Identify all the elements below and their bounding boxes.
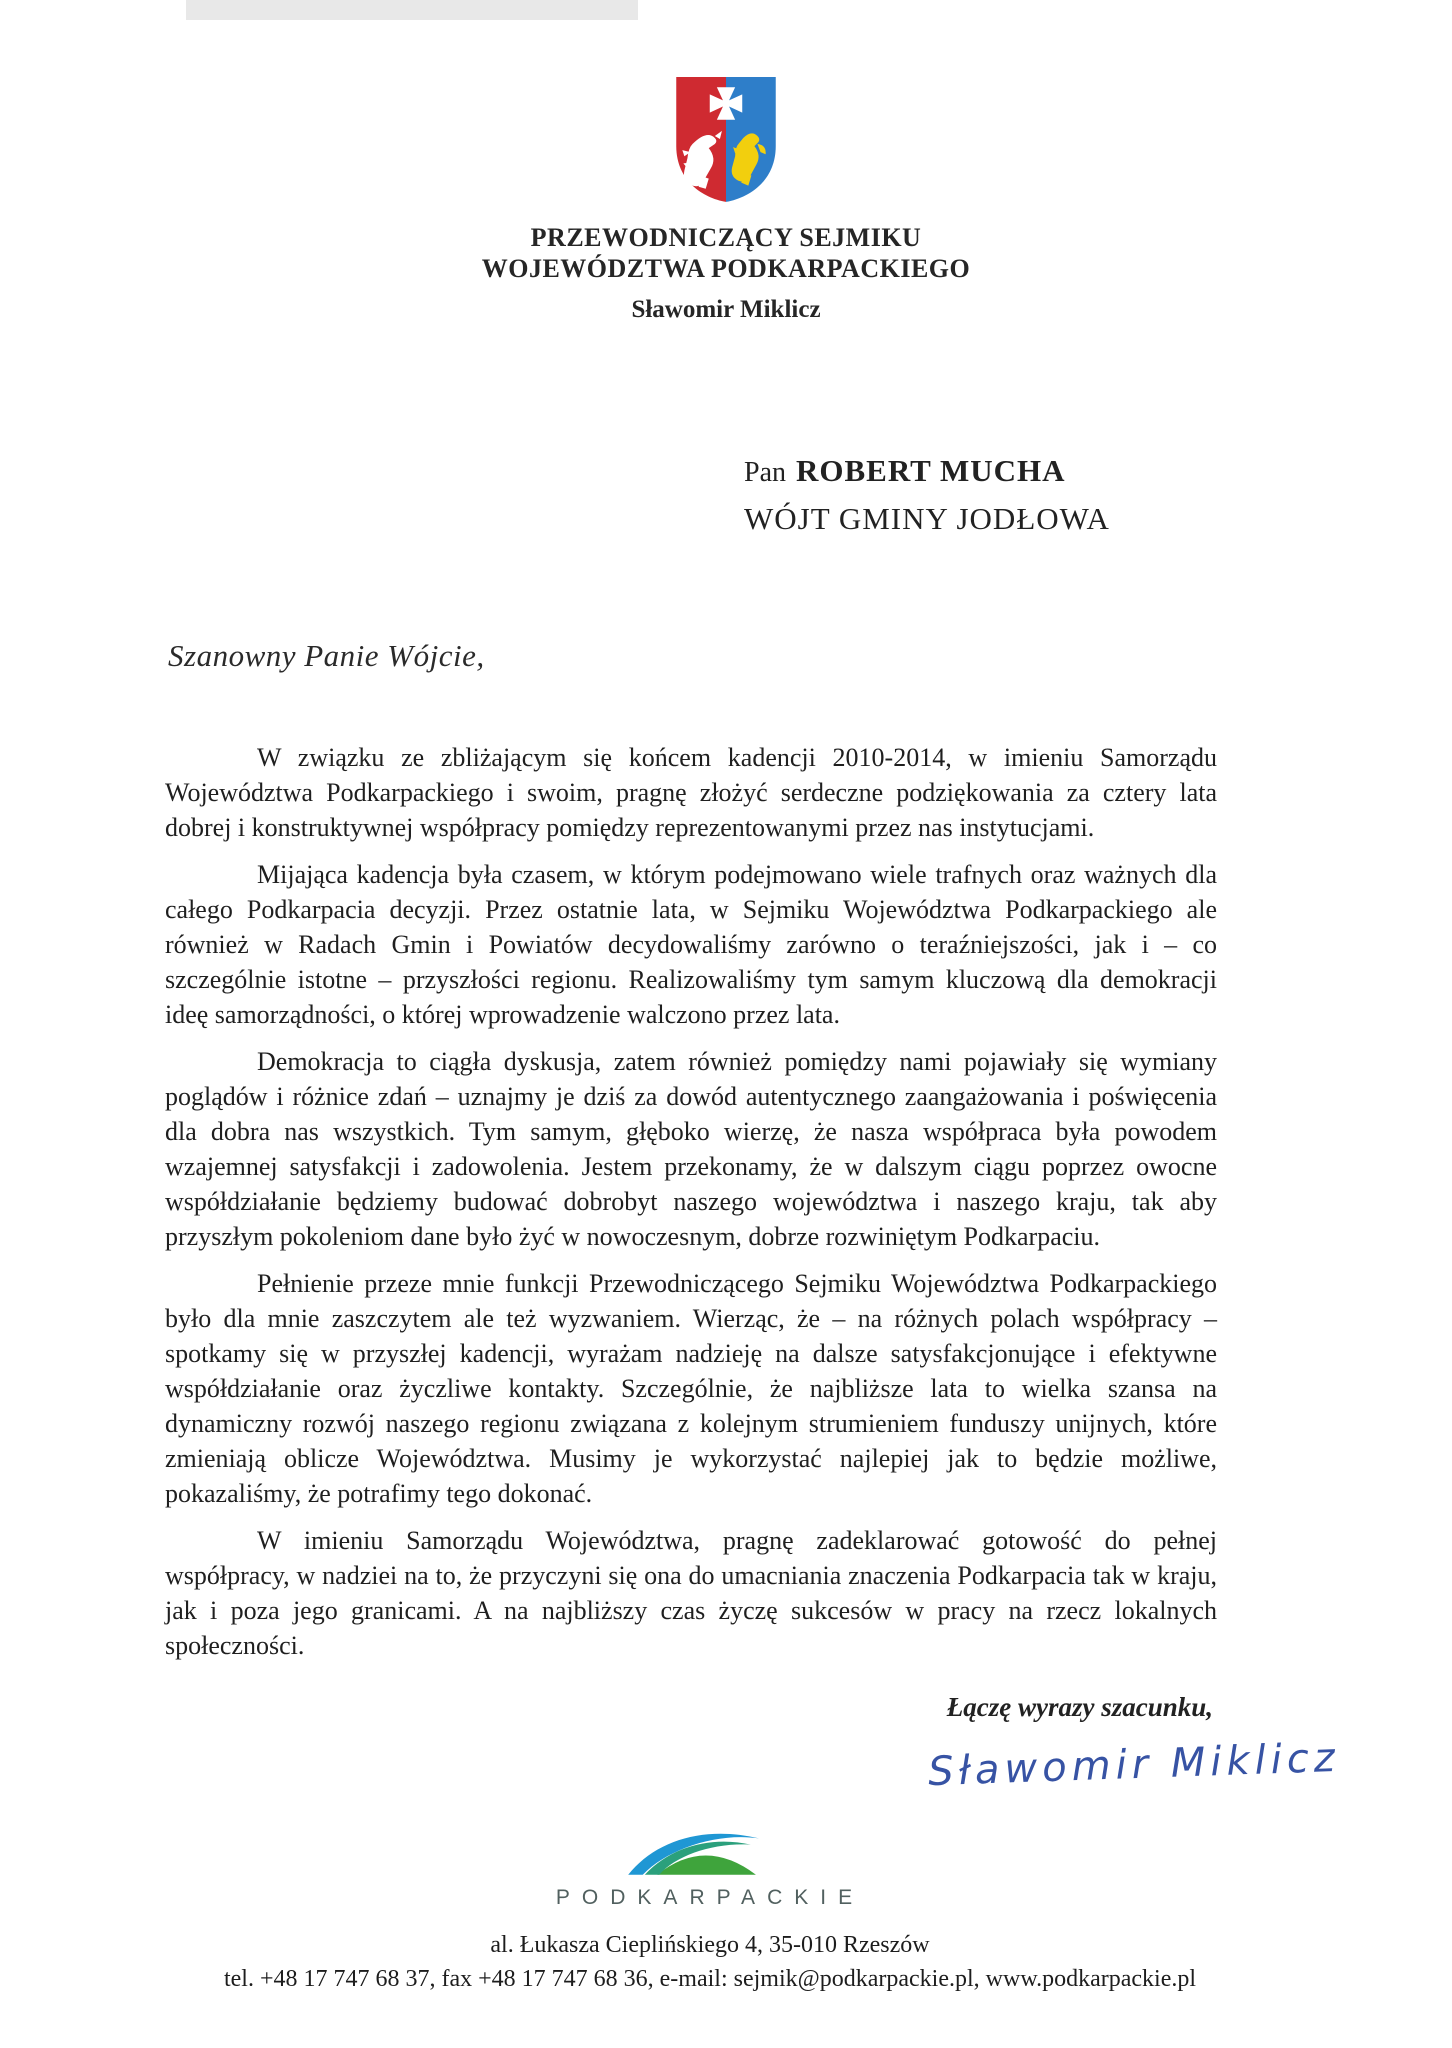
office-title-line2: WOJEWÓDZTWA PODKARPACKIEGO xyxy=(481,254,971,283)
body-paragraph: W związku ze zbliżającym się końcem kadencji 2010-2014, w imieniu Samorządu Województwa Podkarpackiego i swoim, pragnę złożyć serdeczne podziękowania za cztery lata dobrej i konstruktywnej współpracy pomiędzy reprezentowanymi przez nas instytucjami. xyxy=(165,743,1217,842)
officeholder-name: Sławomir Miklicz xyxy=(631,296,821,323)
podkarpackie-coat-of-arms-icon xyxy=(670,73,782,207)
office-title xyxy=(0,222,1452,284)
podkarpackie-logo-icon xyxy=(0,1828,1430,1887)
footer-address-line: al. Łukasza Cieplińskiego 4, 35-010 Rzeszów xyxy=(490,1932,930,1958)
valediction: Łączę wyrazy szacunku, xyxy=(946,1692,1213,1722)
body-paragraph: Mijająca kadencja była czasem, w którym podejmowano wiele trafnych oraz ważnych dla całego Podkarpacia decyzji. Przez ostatnie lata, w Sejmiku Województwa Podkarpackiego ale również w Radach Gmin i Powiatów decydowaliśmy zarówno o teraźniejszości, jak i – co szczególnie istotne – przyszłości regionu. Realizowaliśmy tym samym kluczową dla demokracji ideę samorządności, o której wprowadzenie walczono przez lata. xyxy=(165,860,1217,1029)
footer-contact-line: tel. +48 17 747 68 37, fax +48 17 747 68 36, e-mail: sejmik@podkarpackie.pl, www.podkarpackie.pl xyxy=(223,1966,1197,1992)
body-paragraph: Demokracja to ciągła dyskusja, zatem również pomiędzy nami pojawiały się wymiany poglądów i różnice zdań – uznajmy je dziś za dowód autentycznego zaangażowania i poświęcenia dla dobra nas wszystkich. Tym samym, głęboko wierzę, że nasza współpraca była powodem wzajemnej satysfakcji i zadowolenia. Jestem przekonamy, że w dalszym ciągu poprzez owocne współdziałanie będziemy budować dobrobyt naszego województwa i naszego kraju, tak aby przyszłym pokoleniom dane było żyć w nowoczesnym, dobrze rozwiniętym Podkarpaciu. xyxy=(165,1047,1217,1251)
footer-address xyxy=(0,1928,1436,1996)
recipient-block xyxy=(744,450,1110,540)
recipient-honorific: Pan xyxy=(744,457,786,488)
handwritten-signature: Sławomir Miklicz xyxy=(927,1734,1341,1796)
recipient-name-line xyxy=(744,450,1110,498)
office-title-line1: PRZEWODNICZĄCY SEJMIKU xyxy=(530,223,922,252)
recipient-title: WÓJT GMINY JODŁOWA xyxy=(744,501,1110,536)
logo-wordmark: PODKARPACKIE xyxy=(555,1886,865,1909)
body-paragraph: Pełnienie przeze mnie funkcji Przewodniczącego Sejmiku Województwa Podkarpackiego było dla mnie zaszczytem ale też wyzwaniem. Wierząc, że – na różnych polach współpracy – spotkamy się w przyszłej kadencji, wyrażam nadzieję na dalsze satysfakcjonujące i efektywne współdziałanie oraz życzliwe kontakty. Szczególnie, że najbliższe lata to wielka szansa na dynamiczny rozwój naszego regionu związana z kolejnym strumieniem funduszy unijnych, które zmieniają oblicze Województwa. Musimy je wykorzystać najlepiej jak to będzie możliwe, pokazaliśmy, że potrafimy tego dokonać. xyxy=(165,1269,1217,1508)
body-paragraph: W imieniu Samorządu Województwa, pragnę zadeklarować gotowość do pełnej współpracy, w nadziei na to, że przyczyni się ona do umacniania znaczenia Podkarpacia tak w kraju, jak i poza jego granicami. A na najbliższy czas życzę sukcesów w pracy na rzecz lokalnych społeczności. xyxy=(165,1526,1217,1660)
salutation: Szanowny Panie Wójcie, xyxy=(168,638,485,673)
letter-body xyxy=(165,740,1217,1675)
recipient-name: ROBERT MUCHA xyxy=(796,453,1066,488)
scan-artifact xyxy=(186,0,638,20)
